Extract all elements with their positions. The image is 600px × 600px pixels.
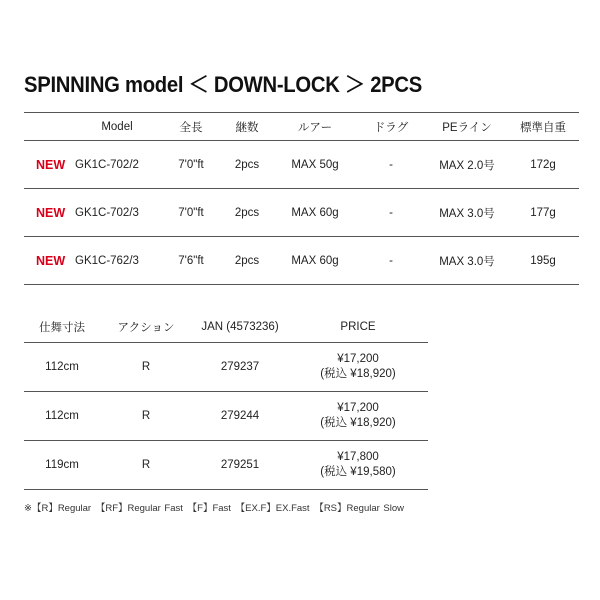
spec-header-drag: ドラグ <box>373 121 409 134</box>
pieces-cell: 2pcs <box>234 158 260 171</box>
weight-cell: 195g <box>530 254 556 267</box>
pe-line-cell: MAX 2.0号 <box>439 159 495 172</box>
table-row <box>24 189 579 237</box>
closed-length-cell: 112cm <box>45 360 79 373</box>
spec-table <box>24 112 579 285</box>
table-row <box>24 391 428 440</box>
lure-cell: MAX 60g <box>291 254 339 267</box>
table-row <box>24 440 428 489</box>
price-cell <box>288 391 428 440</box>
jan-cell: 279251 <box>220 458 260 471</box>
action-cell: R <box>141 458 151 471</box>
spec-header-lure: ルアー <box>297 121 333 134</box>
pe-line-cell: MAX 3.0号 <box>439 255 495 268</box>
jan-cell: 279244 <box>220 409 260 422</box>
jan-cell: 279237 <box>220 360 260 373</box>
new-badge: NEW <box>36 157 66 172</box>
model-cell: GK1C-762/3 <box>75 254 139 267</box>
price-table <box>24 312 428 490</box>
pieces-cell: 2pcs <box>234 254 260 267</box>
length-cell: 7'0"ft <box>178 206 204 219</box>
spec-header-badge <box>24 113 71 141</box>
price-value: ¥17,200 <box>337 352 379 365</box>
closed-length-cell: 119cm <box>45 458 79 471</box>
model-cell: GK1C-702/3 <box>75 206 139 219</box>
table-row <box>24 342 428 391</box>
price-tax-value: (税込 ¥18,920) <box>320 367 396 380</box>
drag-cell: - <box>389 254 393 267</box>
spec-header-model: Model <box>101 120 133 133</box>
weight-cell: 177g <box>530 206 556 219</box>
length-cell: 7'0"ft <box>178 158 204 171</box>
weight-cell: 172g <box>530 158 556 171</box>
price-header-closed-length: 仕舞寸法 <box>39 321 85 334</box>
spec-header-pieces: 継数 <box>235 121 259 134</box>
action-legend-note: ※【R】Regular 【RF】Regular Fast 【F】Fast 【EX.F】EX.Fast 【RS】Regular Slow <box>24 503 405 514</box>
price-cell <box>288 342 428 391</box>
new-badge: NEW <box>36 205 66 220</box>
table-row <box>24 141 579 189</box>
lure-cell: MAX 50g <box>291 158 339 171</box>
pieces-cell: 2pcs <box>234 206 260 219</box>
new-badge: NEW <box>36 253 66 268</box>
spec-header-pe-line: PEライン <box>442 121 492 134</box>
drag-cell: - <box>389 206 393 219</box>
price-value: ¥17,800 <box>337 450 379 463</box>
action-cell: R <box>141 360 151 373</box>
model-cell: GK1C-702/2 <box>75 158 139 171</box>
page-title: SPINNING model ＜ DOWN-LOCK ＞ 2PCS <box>24 72 422 97</box>
spec-header-weight: 標準自重 <box>520 121 566 134</box>
price-header-action: アクション <box>117 321 175 334</box>
pe-line-cell: MAX 3.0号 <box>439 207 495 220</box>
price-cell <box>288 440 428 489</box>
price-header-row <box>24 312 428 342</box>
closed-length-cell: 112cm <box>45 409 79 422</box>
spec-header-row <box>24 113 579 141</box>
drag-cell: - <box>389 158 393 171</box>
price-header-price: PRICE <box>340 320 376 333</box>
action-cell: R <box>141 409 151 422</box>
lure-cell: MAX 60g <box>291 206 339 219</box>
price-header-jan: JAN (4573236) <box>201 320 279 333</box>
table-row <box>24 237 579 285</box>
length-cell: 7'6"ft <box>178 254 204 267</box>
price-tax-value: (税込 ¥18,920) <box>320 416 396 429</box>
price-value: ¥17,200 <box>337 401 379 414</box>
price-tax-value: (税込 ¥19,580) <box>320 465 396 478</box>
spec-header-length: 全長 <box>179 121 203 134</box>
